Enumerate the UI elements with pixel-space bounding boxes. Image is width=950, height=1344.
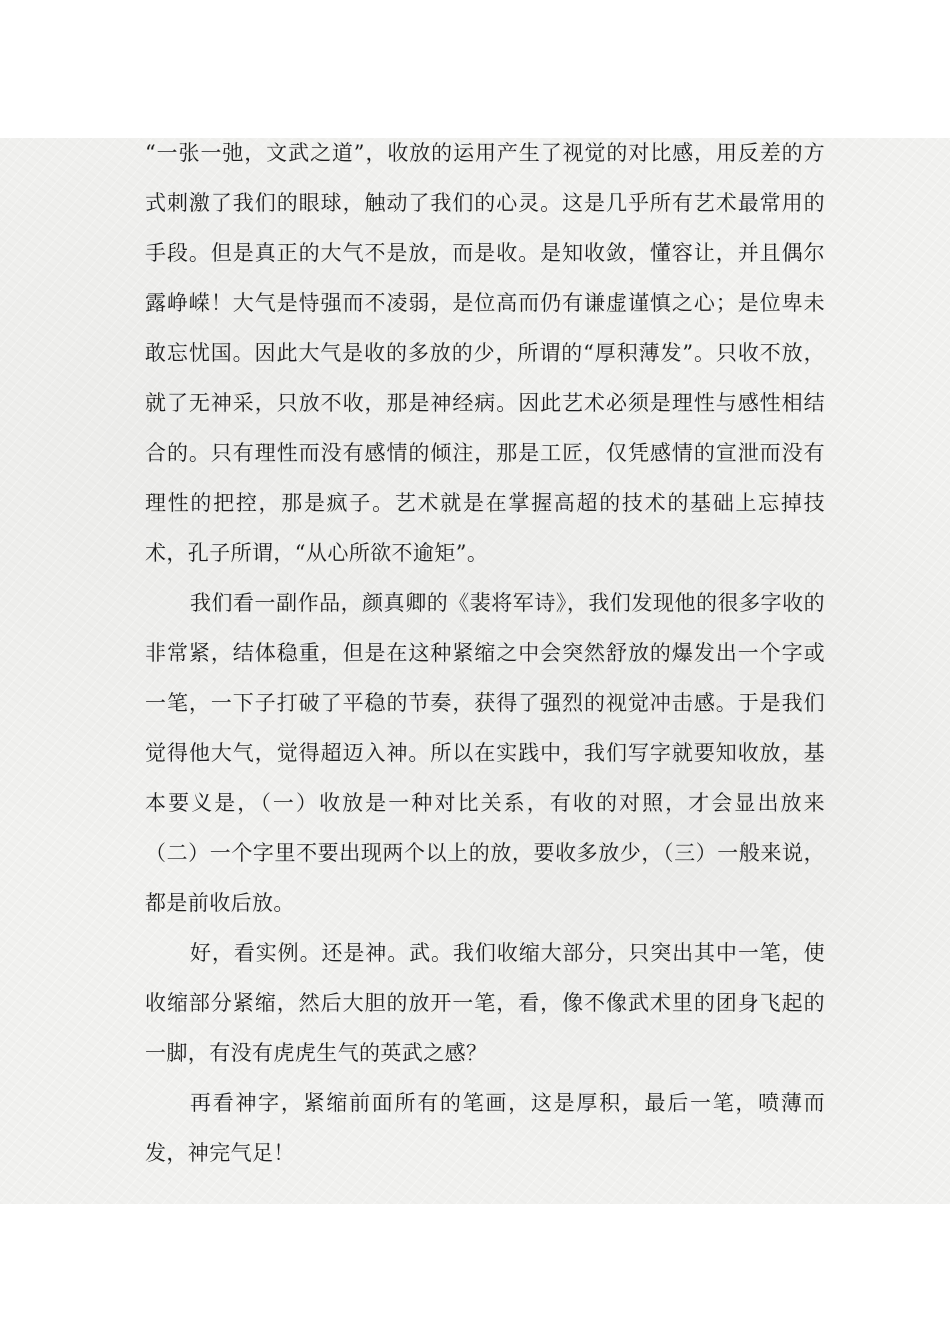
paragraph: 再看神字，紧缩前面所有的笔画，这是厚积，最后一笔，喷薄而发，神完气足！: [145, 1091, 825, 1165]
document-body: [145, 128, 825, 1178]
paragraph: 好，看实例。还是神。武。我们收缩大部分，只突出其中一笔，使收缩部分紧缩，然后大胆的放开一笔，看，像不像武术里的团身飞起的一脚，有没有虎虎生气的英武之感？: [145, 941, 825, 1065]
paragraph-continuation: “一张一弛，文武之道”，收放的运用产生了视觉的对比感，用反差的方式刺激了我们的眼球，触动了我们的心灵。这是几乎所有艺术最常用的手段。但是真正的大气不是放，而是收。是知收敛，懂容让，并且偶尔露峥嵘！大气是恃强而不凌弱，是位高而仍有谦虚谨慎之心；是位卑未敢忘忧国。因此大气是收的多放的少，所谓的“厚积薄发”。只收不放，就了无神采，只放不收，那是神经病。因此艺术必须是理性与感性相结合的。只有理性而没有感情的倾注，那是工匠，仅凭感情的宣泄而没有理性的把控，那是疯子。艺术就是在掌握高超的技术的基础上忘掉技术，孔子所谓，“从心所欲不逾矩”。: [145, 141, 825, 565]
paragraph: 我们看一副作品，颜真卿的《裴将军诗》，我们发现他的很多字收的非常紧，结体稳重，但是在这种紧缩之中会突然舒放的爆发出一个字或一笔，一下子打破了平稳的节奏，获得了强烈的视觉冲击感。于是我们觉得他大气，觉得超迈入神。所以在实践中，我们写字就要知收放，基本要义是，（一）收放是一种对比关系，有收的对照，才会显出放来（二）一个字里不要出现两个以上的放，要收多放少，（三）一般来说，都是前收后放。: [145, 591, 825, 915]
